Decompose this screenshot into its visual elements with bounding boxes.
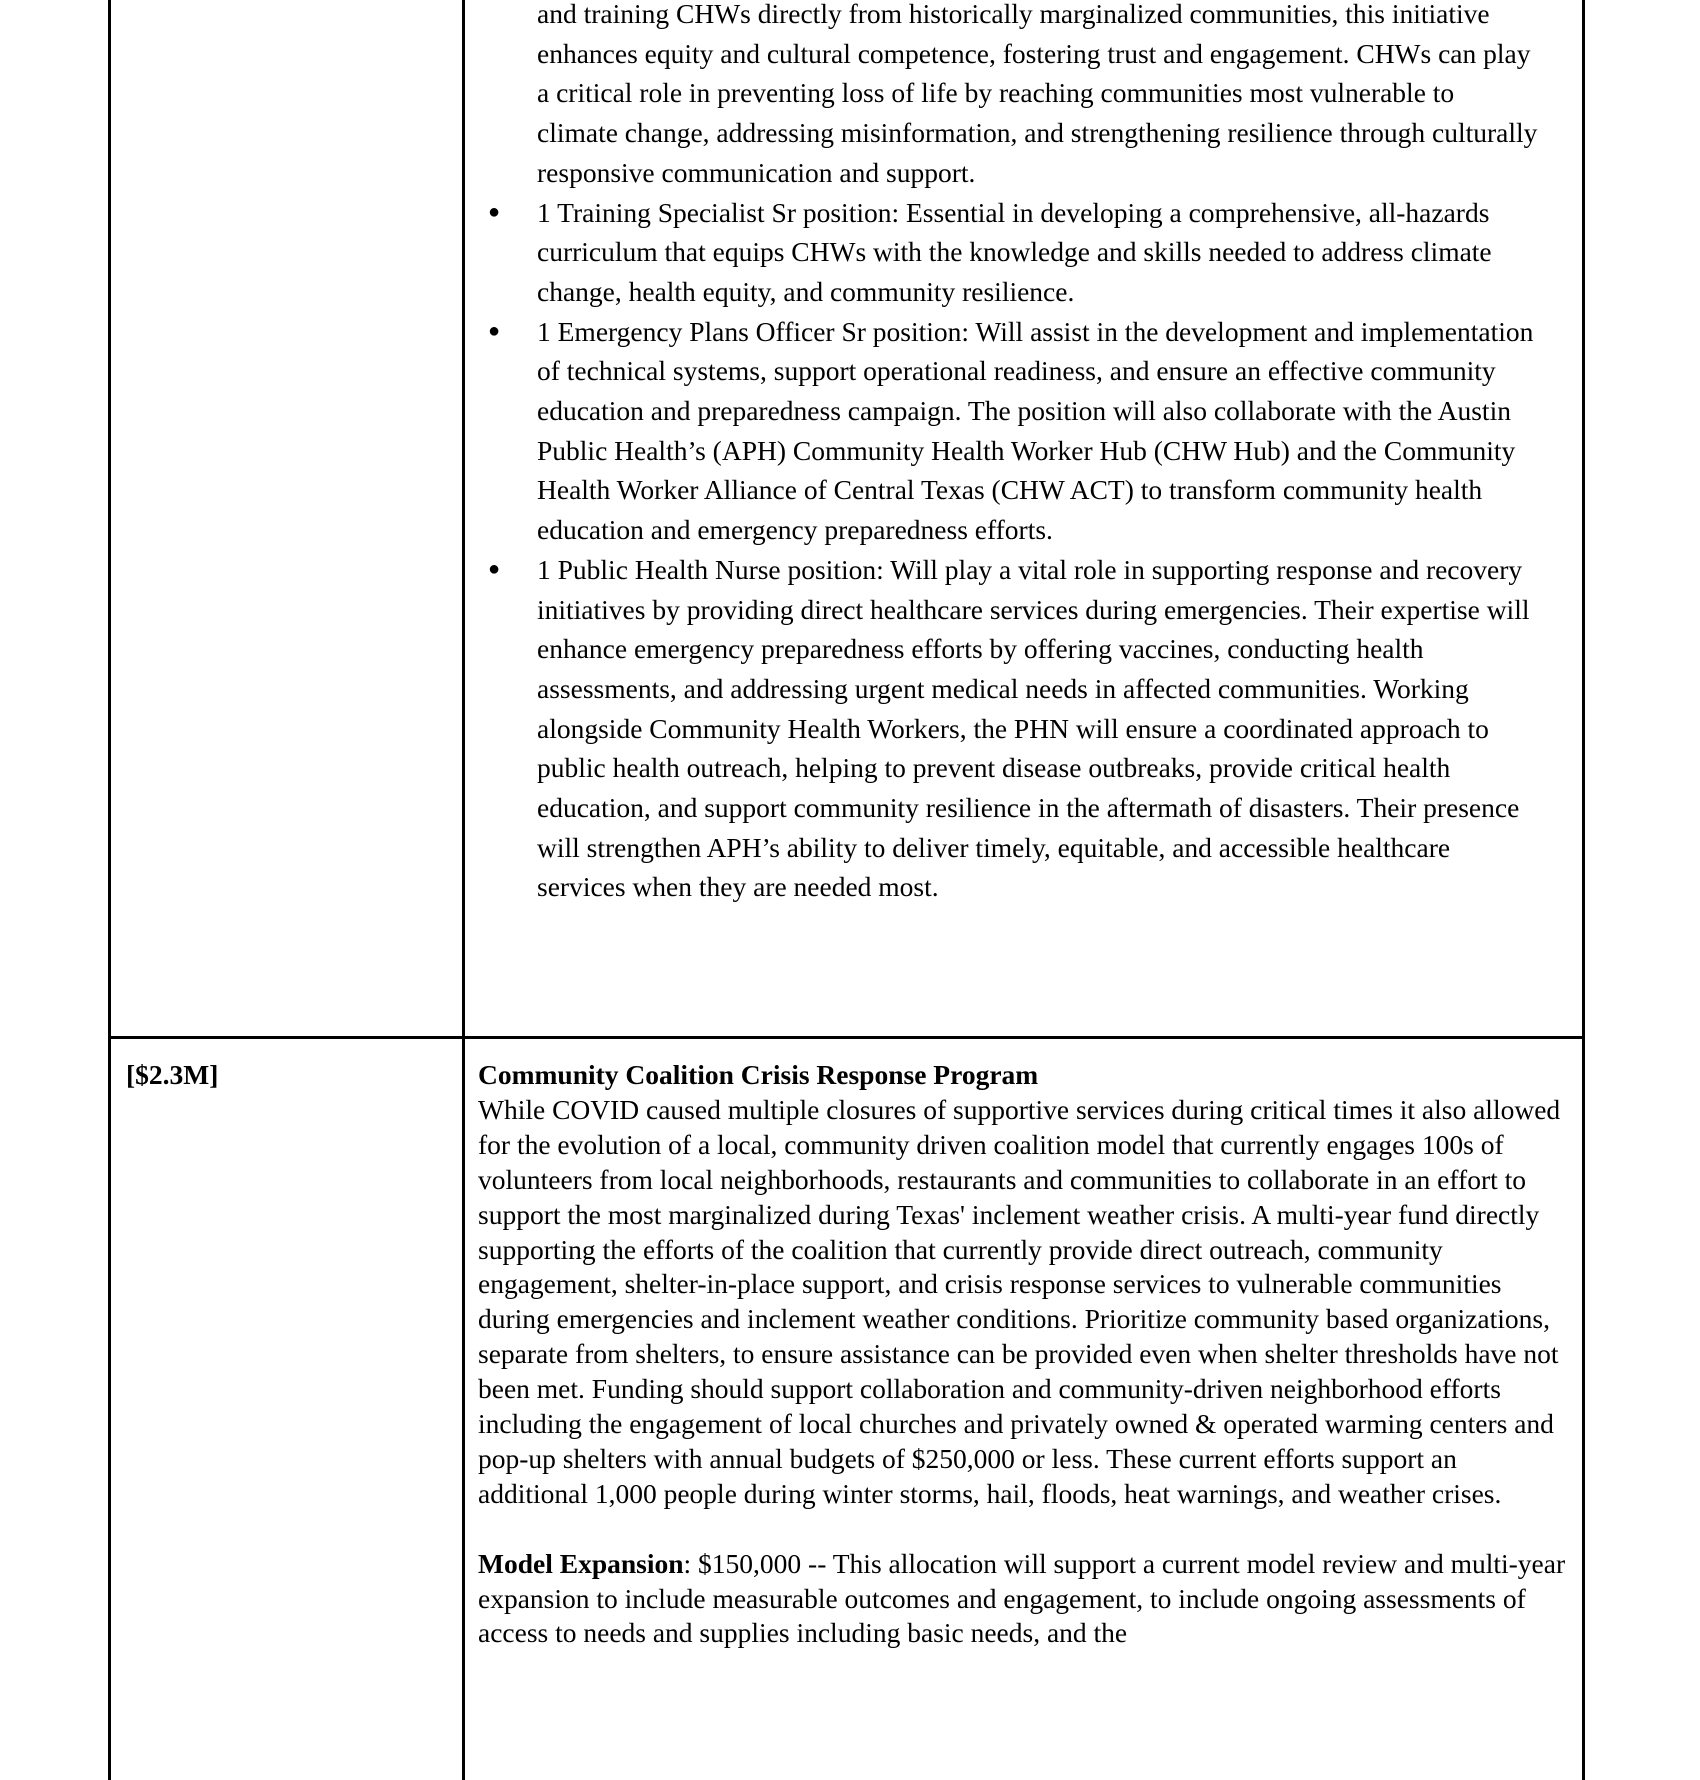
list-item-text: 1 Emergency Plans Officer Sr position: Will assist in the development and implementation of technical systems, support operational readiness, and ensure an effective community education and preparedness campaign. The position will also collaborate with the Austin Public Health’s (APH) Community Health Worker Hub (CHW Hub) and the Community Health Worker Alliance of Central Texas (CHW ACT) to transform community health education and emergency preparedness efforts.: [537, 315, 1534, 546]
expansion-paragraph: [478, 1547, 1570, 1652]
budget-table: [108, 0, 1585, 1780]
program-paragraph: While COVID caused multiple closures of supportive services during critical times it also allowed for the evolution of a local, community driven coalition model that currently engages 100s of volunteers from local neighborhoods, restaurants and communities to collaborate in an effort to support the most marginalized during Texas' inclement weather crisis. A multi-year fund directly supporting the efforts of the coalition that currently provide direct outreach, community engagement, shelter-in-place support, and crisis response services to vulnerable communities during emergencies and inclement weather conditions. Prioritize community based organizations, separate from shelters, to ensure assistance can be provided even when shelter thresholds have not been met. Funding should support collaboration and community-driven neighborhood efforts including the engagement of local churches and privately owned & operated warming centers and pop-up shelters with annual budgets of $250,000 or less. These current efforts support an additional 1,000 people during winter storms, hail, floods, heat warnings, and weather crises.: [478, 1093, 1561, 1509]
program-title: Community Coalition Crisis Response Program: [478, 1059, 1039, 1090]
row-divider: [111, 1036, 1582, 1039]
list-item-text: and training CHWs directly from historically marginalized communities, this initiative enhances equity and cultural competence, fostering trust and engagement. CHWs can play a critical role in preventing loss of life by reaching communities most vulnerable to climate change, addressing misinformation, and strengthening resilience through culturally responsive communication and support.: [537, 0, 1538, 188]
funding-amount: [$2.3M]: [126, 1059, 219, 1090]
list-item-text: 1 Public Health Nurse position: Will play a vital role in supporting response and recovery initiatives by providing direct healthcare services during emergencies. Their expertise will enhance emergency preparedness efforts by offering vaccines, conducting health assessments, and addressing urgent medical needs in affected communities. Working alongside Community Health Workers, the PHN will ensure a coordinated approach to public health outreach, helping to prevent disease outbreaks, provide critical health education, and support community resilience in the aftermath of disasters. Their presence will strengthen APH’s ability to deliver timely, equitable, and accessible healthcare services when they are needed most.: [537, 553, 1530, 903]
expansion-text: : $150,000 -- This allocation will support a current model review and multi-year expansion to include measurable outcomes and engagement, to include ongoing assessments of access to needs and supplies including basic needs, and the: [478, 1547, 1566, 1649]
list-item: [478, 550, 1538, 907]
column-divider: [462, 0, 465, 1780]
bullet-icon: ●: [488, 319, 501, 342]
bullet-icon: ●: [488, 200, 501, 223]
bullet-icon: ●: [488, 557, 501, 580]
list-item: [478, 312, 1538, 550]
list-item: [478, 0, 1538, 193]
list-item: [478, 193, 1538, 312]
paragraph-spacer: [478, 1512, 1570, 1547]
position-list: [478, 0, 1538, 907]
list-item-text: 1 Training Specialist Sr position: Essential in developing a comprehensive, all-hazards curriculum that equips CHWs with the knowledge and skills needed to address climate change, health equity, and community resilience.: [537, 196, 1492, 307]
program-description: [478, 1058, 1570, 1651]
expansion-label: Model Expansion: [478, 1547, 684, 1579]
